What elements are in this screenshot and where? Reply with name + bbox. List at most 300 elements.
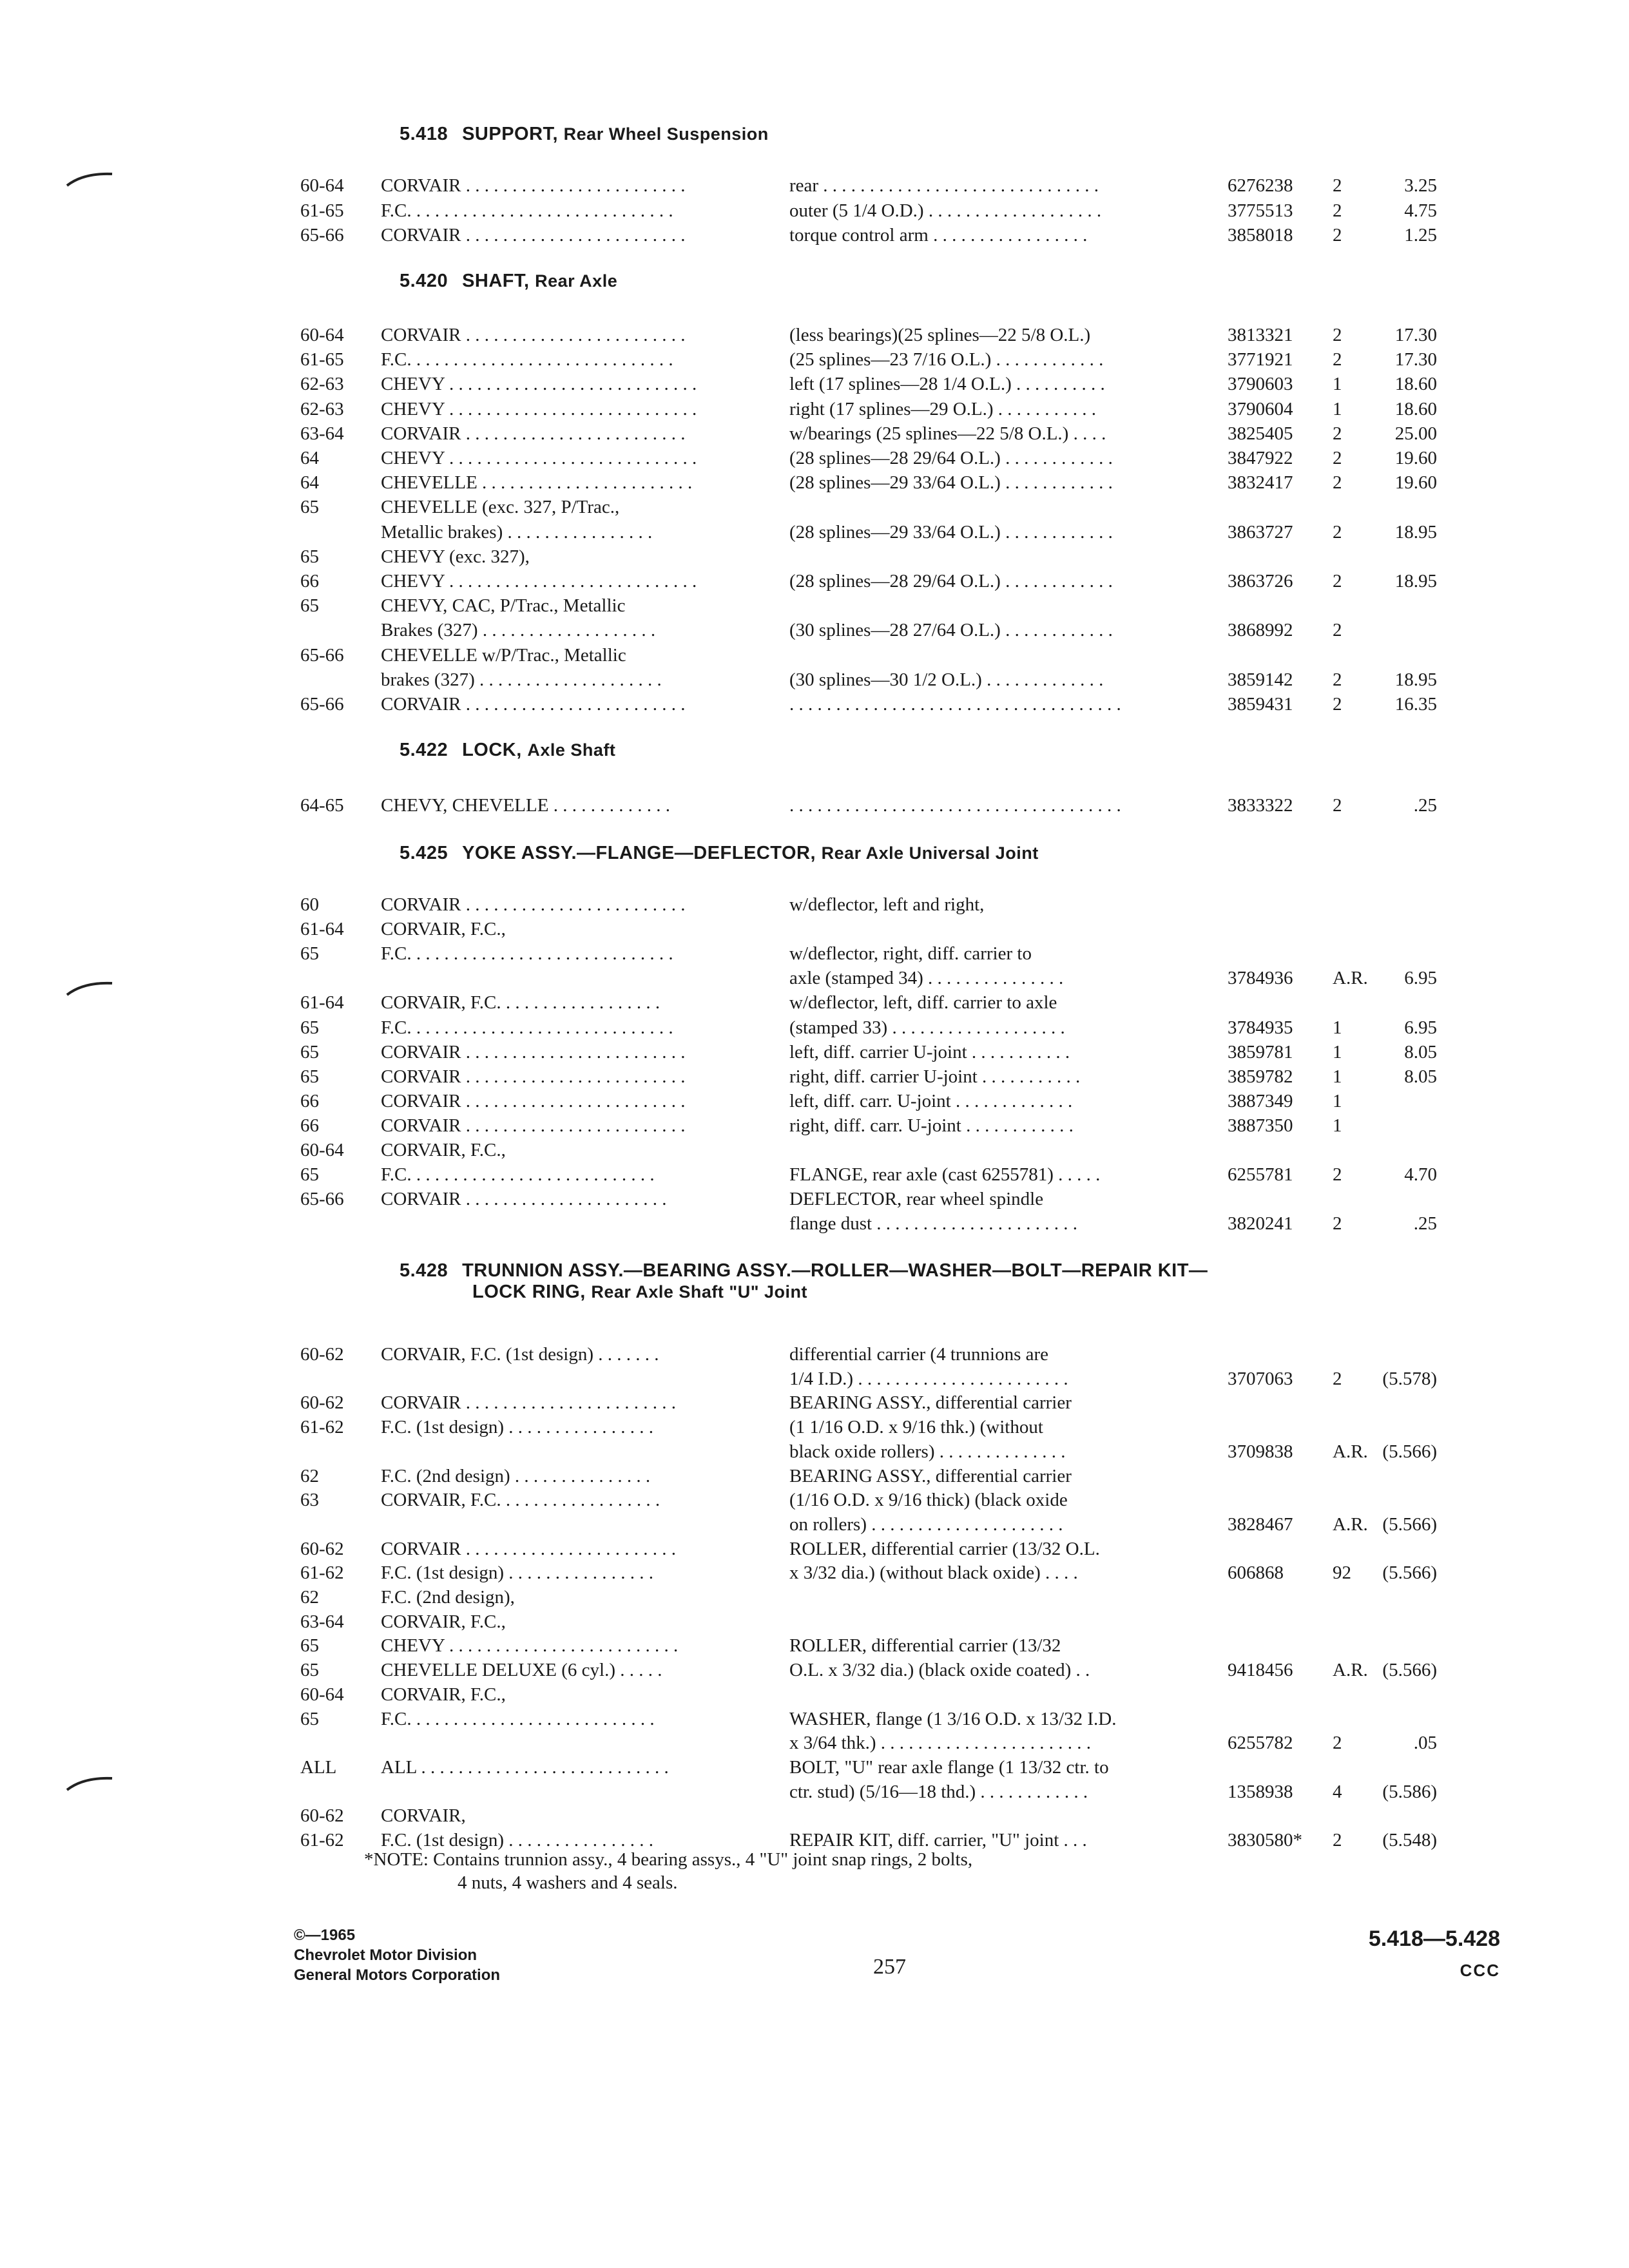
cell-model: brakes (327) . . . . . . . . . . . . . . . . . . . .	[381, 669, 662, 690]
cell-model: CORVAIR, F.C. (1st design) . . . . . . .	[381, 1344, 659, 1365]
cell-yr: 65	[300, 595, 319, 616]
cell-desc: FLANGE, rear axle (cast 6255781) . . . . .	[789, 1164, 1101, 1185]
table-row	[0, 1634, 1629, 1657]
cell-model: CORVAIR . . . . . . . . . . . . . . . . . . . . . . . .	[381, 1115, 686, 1136]
cell-part: 3847922	[1228, 448, 1293, 468]
cell-qty: 2	[1333, 200, 1342, 221]
cell-part: 3830580*	[1228, 1830, 1302, 1850]
cell-yr: 64-65	[300, 795, 344, 816]
cell-yr: ALL	[300, 1757, 337, 1778]
cell-yr: 63	[300, 1490, 319, 1510]
cell-model: CHEVY . . . . . . . . . . . . . . . . . . . . . . . . . . .	[381, 448, 697, 468]
cell-model: CHEVY (exc. 327),	[381, 546, 530, 567]
cell-price: 19.60	[1394, 472, 1437, 493]
cell-part: 6255781	[1228, 1164, 1293, 1185]
table-row	[0, 1212, 1629, 1235]
cell-model: CORVAIR . . . . . . . . . . . . . . . . . . . . . . . .	[381, 694, 686, 715]
section-number: 5.428	[400, 1260, 448, 1281]
cell-desc: w/bearings (25 splines—22 5/8 O.L.) . . . .	[789, 423, 1106, 444]
cell-price: (5.566)	[1382, 1441, 1437, 1462]
cell-model: CORVAIR . . . . . . . . . . . . . . . . . . . . . . .	[381, 1392, 676, 1413]
table-row	[0, 1610, 1629, 1633]
cell-part: 3859142	[1228, 669, 1293, 690]
cell-desc: BEARING ASSY., differential carrier	[789, 1466, 1072, 1486]
cell-yr: 61-62	[300, 1417, 344, 1437]
cell-desc: (28 splines—29 33/64 O.L.) . . . . . . . . . . . .	[789, 472, 1113, 493]
cell-yr: 65	[300, 1709, 319, 1729]
cell-qty: 2	[1333, 423, 1342, 444]
cell-part: 3784935	[1228, 1017, 1293, 1038]
cell-yr: 65	[300, 497, 319, 517]
cell-model: CORVAIR . . . . . . . . . . . . . . . . . . . . . . . .	[381, 225, 686, 245]
cell-yr: 62	[300, 1587, 319, 1608]
table-row	[0, 1114, 1629, 1137]
cell-yr: 60-64	[300, 1684, 344, 1705]
cell-price: 16.35	[1394, 694, 1437, 715]
cell-desc: ROLLER, differential carrier (13/32	[789, 1635, 1061, 1656]
cell-desc: BOLT, "U" rear axle flange (1 13/32 ctr. to	[789, 1757, 1109, 1778]
cell-price: 8.05	[1404, 1066, 1437, 1087]
cell-qty: 2	[1333, 669, 1342, 690]
cell-yr: 64	[300, 448, 319, 468]
cell-part: 3820241	[1228, 1213, 1293, 1234]
section-number: 5.418	[400, 124, 448, 144]
cell-desc: (28 splines—28 29/64 O.L.) . . . . . . . . . . . .	[789, 448, 1113, 468]
section-subtitle: Rear Axle Shaft "U" Joint	[591, 1282, 808, 1302]
cell-model: F.C. . . . . . . . . . . . . . . . . . . . . . . . . . . . .	[381, 1017, 673, 1038]
publisher-info	[294, 1925, 500, 1985]
cell-model: CORVAIR . . . . . . . . . . . . . . . . . . . . . .	[381, 1189, 667, 1209]
table-row	[0, 1416, 1629, 1439]
cell-part: 3859431	[1228, 694, 1293, 715]
cell-desc: (28 splines—29 33/64 O.L.) . . . . . . . . . . . .	[789, 522, 1113, 543]
cell-qty: 2	[1333, 694, 1342, 715]
cell-model: CORVAIR, F.C.,	[381, 1611, 506, 1632]
cell-desc: torque control arm . . . . . . . . . . . . . . . . .	[789, 225, 1088, 245]
cell-desc: O.L. x 3/32 dia.) (black oxide coated) . .	[789, 1660, 1090, 1680]
cell-qty: 1	[1333, 374, 1342, 394]
table-row	[0, 1561, 1629, 1584]
table-row	[0, 323, 1629, 347]
table-row	[0, 372, 1629, 396]
cell-price: 3.25	[1404, 175, 1437, 196]
cell-model: CORVAIR . . . . . . . . . . . . . . . . . . . . . . . .	[381, 423, 686, 444]
cell-yr: 64	[300, 472, 319, 493]
cell-yr: 66	[300, 571, 319, 591]
table-row	[0, 918, 1629, 941]
table-row	[0, 521, 1629, 544]
cell-price: 18.95	[1394, 522, 1437, 543]
cell-price: (5.548)	[1382, 1830, 1437, 1850]
cell-model: F.C. . . . . . . . . . . . . . . . . . . . . . . . . . . . .	[381, 200, 673, 221]
section-title: YOKE ASSY.—FLANGE—DEFLECTOR,	[462, 843, 816, 863]
table-row	[0, 1804, 1629, 1827]
cell-part: 3784936	[1228, 968, 1293, 988]
cell-desc: w/deflector, right, diff. carrier to	[789, 943, 1032, 964]
cell-yr: 65	[300, 1066, 319, 1087]
section-heading	[400, 843, 1039, 864]
cell-price: (5.566)	[1382, 1660, 1437, 1680]
cell-part: 6276238	[1228, 175, 1293, 196]
cell-yr: 60-64	[300, 1140, 344, 1160]
cell-yr: 66	[300, 1091, 319, 1111]
cell-yr: 62-63	[300, 374, 344, 394]
cell-price: (5.566)	[1382, 1514, 1437, 1535]
cell-qty: 2	[1333, 571, 1342, 591]
cell-yr: 60-62	[300, 1392, 344, 1413]
table-row	[0, 693, 1629, 716]
cell-yr: 63-64	[300, 1611, 344, 1632]
cell-part: 3828467	[1228, 1514, 1293, 1535]
cell-qty: 1	[1333, 1115, 1342, 1136]
table-row	[0, 1756, 1629, 1779]
cell-yr: 60-62	[300, 1539, 344, 1559]
cell-part: 3833322	[1228, 795, 1293, 816]
cell-model: F.C. (1st design) . . . . . . . . . . . . . . . .	[381, 1417, 654, 1437]
section-title: SUPPORT,	[462, 124, 559, 144]
cell-yr: 65	[300, 1635, 319, 1656]
cell-yr: 61-62	[300, 1562, 344, 1583]
cell-desc: BEARING ASSY., differential carrier	[789, 1392, 1072, 1413]
cell-price: 18.60	[1394, 399, 1437, 419]
cell-part: 3775513	[1228, 200, 1293, 221]
cell-desc: (1 1/16 O.D. x 9/16 thk.) (without	[789, 1417, 1043, 1437]
cell-qty: 2	[1333, 620, 1342, 640]
cell-qty: 4	[1333, 1782, 1342, 1802]
cell-part: 9418456	[1228, 1660, 1293, 1680]
cell-model: CORVAIR . . . . . . . . . . . . . . . . . . . . . . . .	[381, 894, 686, 915]
cell-qty: 2	[1333, 1733, 1342, 1753]
cell-desc: 1/4 I.D.) . . . . . . . . . . . . . . . . . . . . . . .	[789, 1369, 1068, 1389]
repair-kit-note	[364, 1848, 972, 1894]
section-subtitle: Rear Axle	[535, 271, 618, 291]
cell-qty: 2	[1333, 1830, 1342, 1850]
cell-part: 3858018	[1228, 225, 1293, 245]
cell-desc: (25 splines—23 7/16 O.L.) . . . . . . . . . . . .	[789, 349, 1104, 370]
cell-qty: A.R.	[1333, 968, 1368, 988]
cell-qty: 2	[1333, 795, 1342, 816]
cell-qty: 2	[1333, 472, 1342, 493]
cell-desc: axle (stamped 34) . . . . . . . . . . . . . . .	[789, 968, 1064, 988]
cell-price: 1.25	[1404, 225, 1437, 245]
table-row	[0, 619, 1629, 642]
cell-price: .25	[1413, 795, 1437, 816]
table-row	[0, 174, 1629, 197]
section-title: SHAFT,	[462, 271, 530, 291]
cell-desc: outer (5 1/4 O.D.) . . . . . . . . . . . . . . . . . . .	[789, 200, 1102, 221]
cell-desc: w/deflector, left, diff. carrier to axle	[789, 992, 1057, 1013]
table-row	[0, 893, 1629, 916]
cell-desc: flange dust . . . . . . . . . . . . . . . . . . . . . .	[789, 1213, 1078, 1234]
cell-part: 3707063	[1228, 1369, 1293, 1389]
table-row	[0, 1163, 1629, 1186]
section-subtitle: Axle Shaft	[527, 740, 616, 760]
cell-model: F.C. . . . . . . . . . . . . . . . . . . . . . . . . . .	[381, 1709, 655, 1729]
cell-qty: A.R.	[1333, 1441, 1368, 1462]
cell-yr: 60	[300, 894, 319, 915]
cell-desc: left, diff. carr. U-joint . . . . . . . . . . . . .	[789, 1091, 1073, 1111]
note-line: *NOTE: Contains trunnion assy., 4 bearing assys., 4 "U" joint snap rings, 2 bolts,	[364, 1849, 973, 1870]
cell-model: Brakes (327) . . . . . . . . . . . . . . . . . . .	[381, 620, 656, 640]
cell-price: 18.95	[1394, 571, 1437, 591]
cell-model: CORVAIR, F.C. . . . . . . . . . . . . . . . . .	[381, 992, 660, 1013]
cell-model: CHEVELLE DELUXE (6 cyl.) . . . . .	[381, 1660, 662, 1680]
cell-part: 3790604	[1228, 399, 1293, 419]
cell-part: 6255782	[1228, 1733, 1293, 1753]
copyright: ©—1965	[294, 1927, 356, 1944]
cell-desc: on rollers) . . . . . . . . . . . . . . . . . . . . .	[789, 1514, 1063, 1535]
cell-price: (5.578)	[1382, 1369, 1437, 1389]
table-row	[0, 794, 1629, 817]
cell-qty: 1	[1333, 1066, 1342, 1087]
division-name: Chevrolet Motor Division	[294, 1946, 477, 1964]
cell-model: CHEVY, CHEVELLE . . . . . . . . . . . . .	[381, 795, 670, 816]
cell-desc: x 3/64 thk.) . . . . . . . . . . . . . . . . . . . . . . .	[789, 1733, 1092, 1753]
cell-part: 3709838	[1228, 1441, 1293, 1462]
cell-price: 8.05	[1404, 1042, 1437, 1062]
cell-yr: 61-64	[300, 919, 344, 939]
section-number: 5.425	[400, 843, 448, 863]
cell-model: CORVAIR . . . . . . . . . . . . . . . . . . . . . . . .	[381, 325, 686, 345]
cell-yr: 60-62	[300, 1805, 344, 1826]
cell-model: CHEVY . . . . . . . . . . . . . . . . . . . . . . . . . . .	[381, 399, 697, 419]
cell-yr: 61-65	[300, 349, 344, 370]
cell-model: CHEVELLE . . . . . . . . . . . . . . . . . . . . . . .	[381, 472, 693, 493]
cell-qty: 2	[1333, 225, 1342, 245]
cell-desc: left (17 splines—28 1/4 O.L.) . . . . . . . . . .	[789, 374, 1105, 394]
cell-price: (5.566)	[1382, 1562, 1437, 1583]
table-row	[0, 1041, 1629, 1064]
table-row	[0, 1367, 1629, 1390]
table-row	[0, 594, 1629, 617]
cell-part: 3825405	[1228, 423, 1293, 444]
table-row	[0, 1586, 1629, 1609]
table-row	[0, 1391, 1629, 1414]
cell-yr: 65	[300, 1660, 319, 1680]
cell-model: CORVAIR, F.C.,	[381, 919, 506, 939]
cell-desc: . . . . . . . . . . . . . . . . . . . . . . . . . . . . . . . . . . . .	[789, 795, 1121, 816]
cell-model: CORVAIR . . . . . . . . . . . . . . . . . . . . . . . .	[381, 1091, 686, 1111]
cell-model: F.C. (1st design) . . . . . . . . . . . . . . . .	[381, 1830, 654, 1850]
section-range-block	[1352, 1927, 1500, 1981]
cell-yr: 65	[300, 1042, 319, 1062]
cell-price: (5.586)	[1382, 1782, 1437, 1802]
cell-desc: rear . . . . . . . . . . . . . . . . . . . . . . . . . . . . . .	[789, 175, 1099, 196]
cell-qty: 2	[1333, 1369, 1342, 1389]
cell-model: CHEVELLE w/P/Trac., Metallic	[381, 645, 626, 666]
cell-yr: 65-66	[300, 225, 344, 245]
cell-part: 3859781	[1228, 1042, 1293, 1062]
table-row	[0, 1343, 1629, 1366]
cell-desc: (28 splines—28 29/64 O.L.) . . . . . . . . . . . .	[789, 571, 1113, 591]
cell-yr: 62-63	[300, 399, 344, 419]
table-row	[0, 398, 1629, 421]
table-row	[0, 570, 1629, 593]
cell-model: CORVAIR . . . . . . . . . . . . . . . . . . . . . . .	[381, 1539, 676, 1559]
table-row	[0, 1707, 1629, 1731]
table-row	[0, 942, 1629, 965]
cell-part: 3863726	[1228, 571, 1293, 591]
cell-desc: left, diff. carrier U-joint . . . . . . . . . . .	[789, 1042, 1070, 1062]
cell-model: CORVAIR, F.C.,	[381, 1140, 506, 1160]
cell-desc: right (17 splines—29 O.L.) . . . . . . . . . . .	[789, 399, 1097, 419]
cell-desc: ROLLER, differential carrier (13/32 O.L.	[789, 1539, 1100, 1559]
table-row	[0, 991, 1629, 1014]
cell-qty: 1	[1333, 1017, 1342, 1038]
cell-part: 3863727	[1228, 522, 1293, 543]
cell-qty: 2	[1333, 325, 1342, 345]
cell-desc: (less bearings)(25 splines—22 5/8 O.L.)	[789, 325, 1091, 345]
table-row	[0, 199, 1629, 222]
corporation-name: General Motors Corporation	[294, 1966, 501, 1984]
cell-qty: A.R.	[1333, 1660, 1368, 1680]
cell-yr: 61-62	[300, 1830, 344, 1850]
section-subtitle: Rear Axle Universal Joint	[821, 843, 1039, 863]
cell-part: 3868992	[1228, 620, 1293, 640]
cell-model: F.C. (2nd design),	[381, 1587, 515, 1608]
section-heading	[400, 271, 617, 292]
cell-price: 18.60	[1394, 374, 1437, 394]
section-number: 5.420	[400, 271, 448, 291]
cell-desc: right, diff. carrier U-joint . . . . . . . . . . .	[789, 1066, 1081, 1087]
catalog-code: CCC	[1460, 1961, 1500, 1980]
cell-yr: 61-65	[300, 200, 344, 221]
table-row	[0, 224, 1629, 247]
cell-part: 3813321	[1228, 325, 1293, 345]
note-line: 4 nuts, 4 washers and 4 seals.	[458, 1872, 678, 1893]
cell-model: CORVAIR . . . . . . . . . . . . . . . . . . . . . . . .	[381, 1066, 686, 1087]
cell-model: CORVAIR,	[381, 1805, 466, 1826]
cell-desc: x 3/32 dia.) (without black oxide) . . . .	[789, 1562, 1078, 1583]
cell-model: F.C. . . . . . . . . . . . . . . . . . . . . . . . . . . . .	[381, 943, 673, 964]
table-row	[0, 644, 1629, 667]
cell-model: CHEVY . . . . . . . . . . . . . . . . . . . . . . . . . . .	[381, 571, 697, 591]
table-row	[0, 1016, 1629, 1039]
table-row	[0, 1440, 1629, 1463]
cell-desc: (1/16 O.D. x 9/16 thick) (black oxide	[789, 1490, 1068, 1510]
table-row	[0, 966, 1629, 990]
table-row	[0, 1658, 1629, 1682]
cell-price: 4.75	[1404, 200, 1437, 221]
cell-price: .25	[1413, 1213, 1437, 1234]
cell-qty: 2	[1333, 448, 1342, 468]
cell-model: CORVAIR, F.C.,	[381, 1684, 506, 1705]
cell-part: 3859782	[1228, 1066, 1293, 1087]
cell-qty: 1	[1333, 1091, 1342, 1111]
cell-desc: differential carrier (4 trunnions are	[789, 1344, 1049, 1365]
cell-yr: 61-64	[300, 992, 344, 1013]
table-row	[0, 1065, 1629, 1088]
cell-part: 3887349	[1228, 1091, 1293, 1111]
cell-model: F.C. . . . . . . . . . . . . . . . . . . . . . . . . . .	[381, 1164, 655, 1185]
cell-price: 6.95	[1404, 968, 1437, 988]
table-row	[0, 422, 1629, 445]
section-heading	[400, 1260, 1208, 1303]
cell-desc: black oxide rollers) . . . . . . . . . . . . . .	[789, 1441, 1066, 1462]
cell-price: 17.30	[1394, 325, 1437, 345]
table-row	[0, 1683, 1629, 1706]
cell-price: 17.30	[1394, 349, 1437, 370]
cell-price: 6.95	[1404, 1017, 1437, 1038]
table-row	[0, 1731, 1629, 1754]
cell-model: CHEVELLE (exc. 327, P/Trac.,	[381, 497, 620, 517]
cell-desc: (30 splines—30 1/2 O.L.) . . . . . . . . . . . . .	[789, 669, 1104, 690]
cell-qty: 2	[1333, 175, 1342, 196]
cell-part: 3887350	[1228, 1115, 1293, 1136]
cell-qty: A.R.	[1333, 1514, 1368, 1535]
cell-model: CORVAIR . . . . . . . . . . . . . . . . . . . . . . . .	[381, 1042, 686, 1062]
cell-desc: REPAIR KIT, diff. carrier, "U" joint . . .	[789, 1830, 1087, 1850]
cell-model: F.C. (2nd design) . . . . . . . . . . . . . . .	[381, 1466, 651, 1486]
page-number: 257	[873, 1955, 906, 1979]
cell-desc: w/deflector, left and right,	[789, 894, 985, 915]
cell-part: 3832417	[1228, 472, 1293, 493]
section-title-continued: LOCK RING,	[472, 1282, 586, 1302]
cell-model: F.C. . . . . . . . . . . . . . . . . . . . . . . . . . . . .	[381, 349, 673, 370]
table-row	[0, 495, 1629, 519]
cell-model: ALL . . . . . . . . . . . . . . . . . . . . . . . . . . .	[381, 1757, 669, 1778]
cell-qty: 1	[1333, 1042, 1342, 1062]
cell-yr: 63-64	[300, 423, 344, 444]
table-row	[0, 1537, 1629, 1561]
cell-price: .05	[1413, 1733, 1437, 1753]
cell-qty: 2	[1333, 1164, 1342, 1185]
section-heading	[400, 124, 769, 145]
cell-part: 3790603	[1228, 374, 1293, 394]
cell-qty: 92	[1333, 1562, 1351, 1583]
cell-desc: (30 splines—28 27/64 O.L.) . . . . . . . . . . . .	[789, 620, 1113, 640]
cell-price: 18.95	[1394, 669, 1437, 690]
table-row	[0, 668, 1629, 691]
cell-yr: 65	[300, 943, 319, 964]
section-number: 5.422	[400, 740, 448, 760]
cell-yr: 62	[300, 1466, 319, 1486]
cell-yr: 65	[300, 1017, 319, 1038]
cell-part: 3771921	[1228, 349, 1293, 370]
table-row	[0, 1780, 1629, 1803]
cell-model: CHEVY . . . . . . . . . . . . . . . . . . . . . . . . . . .	[381, 374, 697, 394]
cell-yr: 66	[300, 1115, 319, 1136]
cell-qty: 2	[1333, 349, 1342, 370]
table-row	[0, 1513, 1629, 1536]
cell-price: 4.70	[1404, 1164, 1437, 1185]
cell-yr: 65	[300, 1164, 319, 1185]
section-subtitle: Rear Wheel Suspension	[563, 124, 769, 144]
table-row	[0, 1090, 1629, 1113]
cell-yr: 60-64	[300, 175, 344, 196]
section-heading	[400, 740, 615, 761]
cell-model: CHEVY . . . . . . . . . . . . . . . . . . . . . . . . .	[381, 1635, 679, 1656]
cell-model: CORVAIR, F.C. . . . . . . . . . . . . . . . . .	[381, 1490, 660, 1510]
cell-yr: 60-64	[300, 325, 344, 345]
cell-desc: right, diff. carr. U-joint . . . . . . . . . . . .	[789, 1115, 1074, 1136]
cell-price: 25.00	[1394, 423, 1437, 444]
cell-qty: 1	[1333, 399, 1342, 419]
table-row	[0, 1187, 1629, 1211]
cell-desc: WASHER, flange (1 3/16 O.D. x 13/32 I.D.	[789, 1709, 1117, 1729]
cell-qty: 2	[1333, 522, 1342, 543]
cell-yr: 65-66	[300, 1189, 344, 1209]
table-row	[0, 1488, 1629, 1512]
cell-model: CORVAIR . . . . . . . . . . . . . . . . . . . . . . . .	[381, 175, 686, 196]
cell-desc: (stamped 33) . . . . . . . . . . . . . . . . . . .	[789, 1017, 1065, 1038]
section-title: LOCK,	[462, 740, 522, 760]
cell-yr: 60-62	[300, 1344, 344, 1365]
section-range: 5.418—5.428	[1368, 1927, 1500, 1951]
table-row	[0, 447, 1629, 470]
cell-price: 19.60	[1394, 448, 1437, 468]
table-row	[0, 348, 1629, 371]
